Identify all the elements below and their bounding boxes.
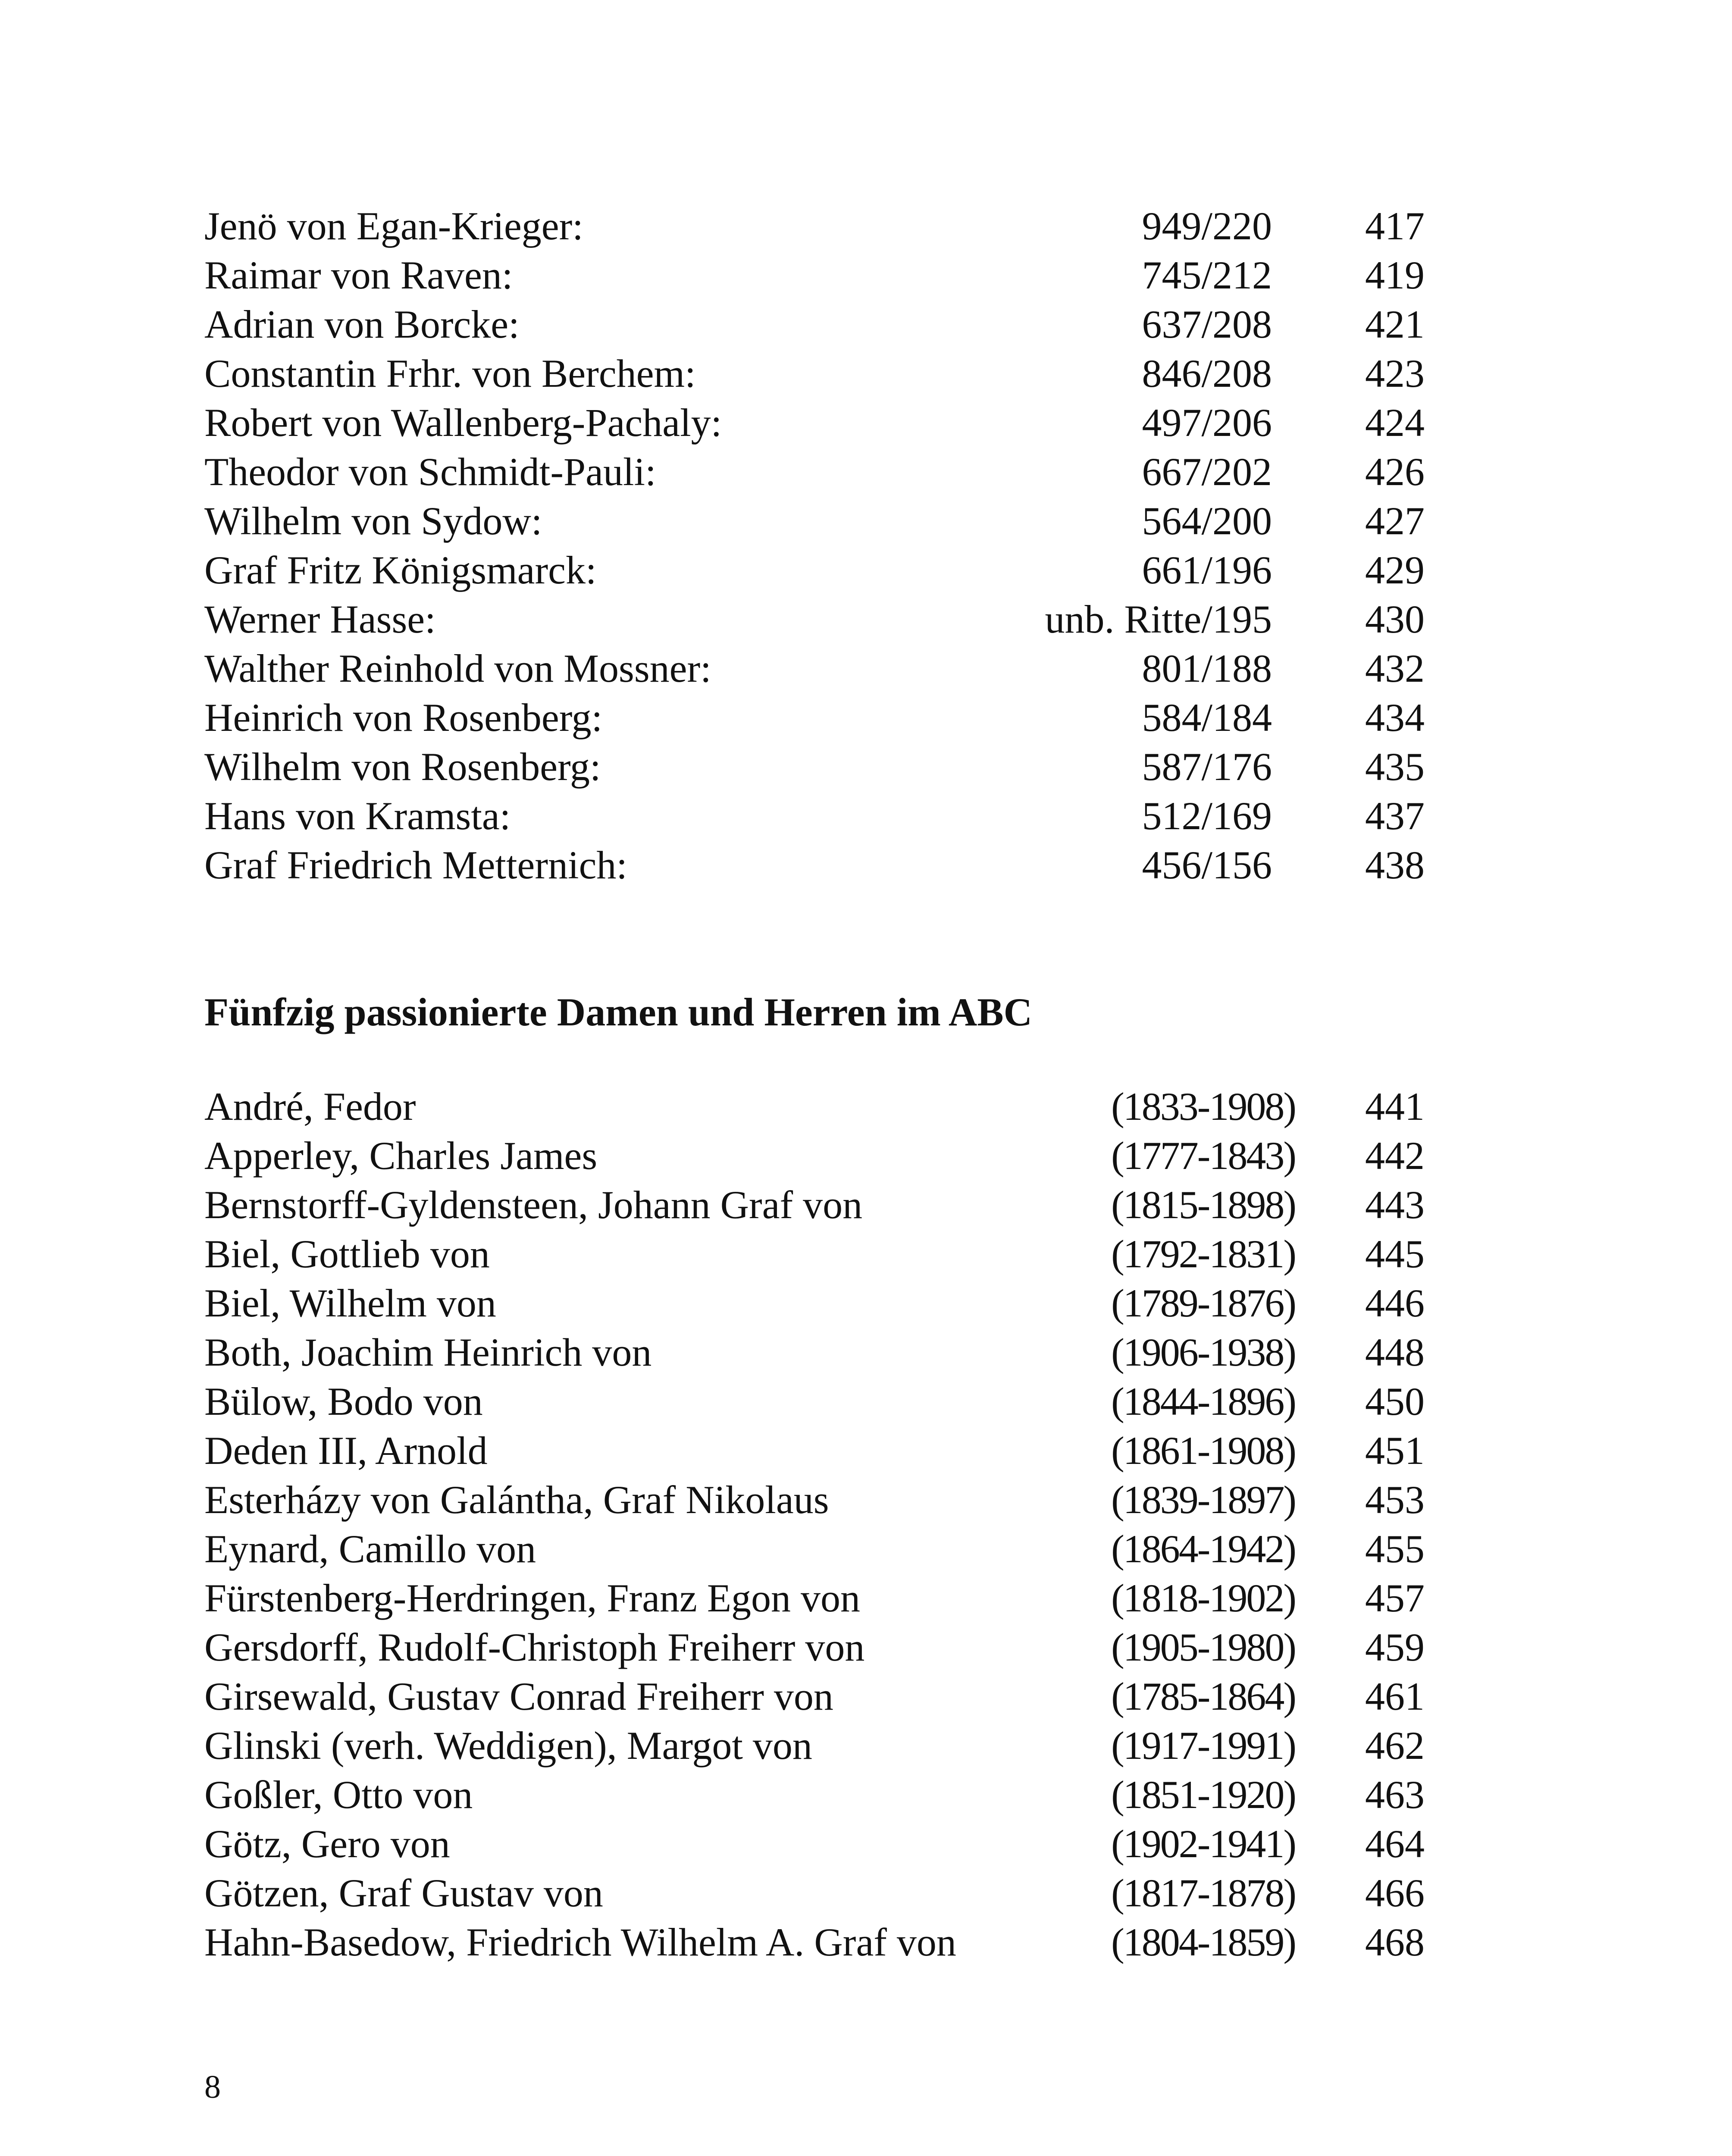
entry-reference: 564/200 [1142,499,1272,543]
list-item [204,1770,1425,1819]
entry-page: 437 [1365,794,1425,838]
rider-list [204,201,1425,890]
entry-reference: 584/184 [1142,696,1272,740]
entry-page: 451 [1365,1429,1425,1473]
entry-reference: 667/202 [1142,450,1272,494]
life-dates: (1861-1908) [1111,1429,1295,1473]
entry-name: Wilhelm von Sydow: [204,499,542,543]
entry-page: 459 [1365,1625,1425,1669]
list-item [204,1672,1425,1721]
list-item [204,693,1425,742]
person-index-list [204,1082,1425,1967]
life-dates: (1792-1831) [1111,1232,1295,1276]
entry-name: Heinrich von Rosenberg: [204,696,603,740]
entry-page: 432 [1365,646,1425,690]
entry-page: 453 [1365,1478,1425,1522]
entry-name: Walther Reinhold von Mossner: [204,646,711,690]
person-name: Apperley, Charles James [204,1134,598,1178]
entry-page: 421 [1365,302,1425,346]
list-item [204,1377,1425,1426]
entry-page: 438 [1365,843,1425,887]
person-name: Götzen, Graf Gustav von [204,1871,603,1915]
list-item [204,251,1425,300]
entry-reference: 846/208 [1142,351,1272,395]
person-name: Glinski (verh. Weddigen), Margot von [204,1724,812,1767]
life-dates: (1906-1938) [1111,1330,1295,1374]
entry-name: Hans von Kramsta: [204,794,511,838]
person-name: Gersdorff, Rudolf-Christoph Freiherr von [204,1625,865,1669]
entry-page: 434 [1365,696,1425,740]
person-name: Biel, Wilhelm von [204,1281,496,1325]
entry-reference: 456/156 [1142,843,1272,887]
life-dates: (1785-1864) [1111,1674,1295,1718]
entry-name: Constantin Frhr. von Berchem: [204,351,696,395]
entry-page: 468 [1365,1920,1425,1964]
entry-page: 464 [1365,1822,1425,1866]
list-item [204,398,1425,447]
entry-page: 455 [1365,1527,1425,1571]
entry-name: Wilhelm von Rosenberg: [204,745,601,789]
life-dates: (1789-1876) [1111,1281,1295,1325]
list-item [204,644,1425,693]
entry-page: 427 [1365,499,1425,543]
entry-reference: 587/176 [1142,745,1272,789]
list-item [204,1082,1425,1131]
list-item [204,1328,1425,1377]
entry-page: 450 [1365,1379,1425,1423]
list-item [204,545,1425,595]
person-name: Bülow, Bodo von [204,1379,483,1423]
life-dates: (1839-1897) [1111,1478,1295,1522]
list-item [204,1180,1425,1229]
entry-reference: 512/169 [1142,794,1272,838]
list-item [204,1475,1425,1524]
person-name: André, Fedor [204,1084,416,1128]
entry-page: 443 [1365,1183,1425,1227]
entry-page: 445 [1365,1232,1425,1276]
entry-page: 419 [1365,253,1425,297]
person-name: Deden III, Arnold [204,1429,488,1473]
life-dates: (1905-1980) [1111,1625,1295,1669]
person-name: Bernstorff-Gyldensteen, Johann Graf von [204,1183,863,1227]
list-item [204,300,1425,349]
life-dates: (1844-1896) [1111,1379,1295,1423]
entry-page: 417 [1365,204,1425,248]
entry-page: 442 [1365,1134,1425,1178]
entry-name: Raimar von Raven: [204,253,513,297]
entry-page: 423 [1365,351,1425,395]
entry-page: 426 [1365,450,1425,494]
entry-reference: 637/208 [1142,302,1272,346]
person-name: Girsewald, Gustav Conrad Freiherr von [204,1674,833,1718]
list-item [204,1426,1425,1475]
list-item [204,1573,1425,1623]
person-name: Götz, Gero von [204,1822,450,1866]
entry-name: Graf Fritz Königsmarck: [204,548,597,592]
person-name: Goßler, Otto von [204,1773,473,1817]
entry-reference: 497/206 [1142,401,1272,445]
entry-page: 424 [1365,401,1425,445]
entry-name: Adrian von Borcke: [204,302,520,346]
list-item [204,1819,1425,1868]
life-dates: (1817-1878) [1111,1871,1295,1915]
list-item [204,349,1425,398]
life-dates: (1804-1859) [1111,1920,1295,1964]
life-dates: (1818-1902) [1111,1576,1295,1620]
list-item [204,1229,1425,1279]
person-name: Fürstenberg-Herdringen, Franz Egon von [204,1576,861,1620]
entry-name: Werner Hasse: [204,597,436,641]
list-item [204,447,1425,496]
list-item [204,496,1425,545]
list-item [204,201,1425,251]
life-dates: (1815-1898) [1111,1183,1295,1227]
list-item [204,1918,1425,1967]
entry-reference: 801/188 [1142,646,1272,690]
person-name: Eynard, Camillo von [204,1527,536,1571]
person-name: Biel, Gottlieb von [204,1232,490,1276]
list-item [204,595,1425,644]
entry-page: 429 [1365,548,1425,592]
list-item [204,1279,1425,1328]
list-item [204,791,1425,840]
entry-page: 435 [1365,745,1425,789]
list-item [204,1131,1425,1180]
entry-page: 462 [1365,1724,1425,1767]
person-name: Both, Joachim Heinrich von [204,1330,652,1374]
entry-page: 466 [1365,1871,1425,1915]
list-item [204,1524,1425,1573]
page-number: 8 [204,2069,221,2105]
entry-page: 430 [1365,597,1425,641]
entry-name: Jenö von Egan-Krieger: [204,204,583,248]
list-item [204,742,1425,791]
person-name: Hahn-Basedow, Friedrich Wilhelm A. Graf von [204,1920,956,1964]
list-item [204,1721,1425,1770]
list-item [204,1623,1425,1672]
entry-page: 446 [1365,1281,1425,1325]
entry-page: 441 [1365,1084,1425,1128]
entry-reference: 949/220 [1142,204,1272,248]
entry-page: 463 [1365,1773,1425,1817]
life-dates: (1902-1941) [1111,1822,1295,1866]
entry-name: Graf Friedrich Metternich: [204,843,627,887]
life-dates: (1851-1920) [1111,1773,1295,1817]
entry-reference: 661/196 [1142,548,1272,592]
entry-page: 457 [1365,1576,1425,1620]
life-dates: (1864-1942) [1111,1527,1295,1571]
entry-page: 461 [1365,1674,1425,1718]
life-dates: (1917-1991) [1111,1724,1295,1767]
entry-reference: unb. Ritte/195 [1045,597,1272,641]
section-heading: Fünfzig passionierte Damen und Herren im ABC [204,990,1033,1034]
life-dates: (1833-1908) [1111,1084,1295,1128]
list-item [204,840,1425,890]
entry-reference: 745/212 [1142,253,1272,297]
list-item [204,1868,1425,1918]
entry-name: Theodor von Schmidt-Pauli: [204,450,656,494]
entry-name: Robert von Wallenberg-Pachaly: [204,401,722,445]
life-dates: (1777-1843) [1111,1134,1295,1178]
person-name: Esterházy von Galántha, Graf Nikolaus [204,1478,829,1522]
entry-page: 448 [1365,1330,1425,1374]
